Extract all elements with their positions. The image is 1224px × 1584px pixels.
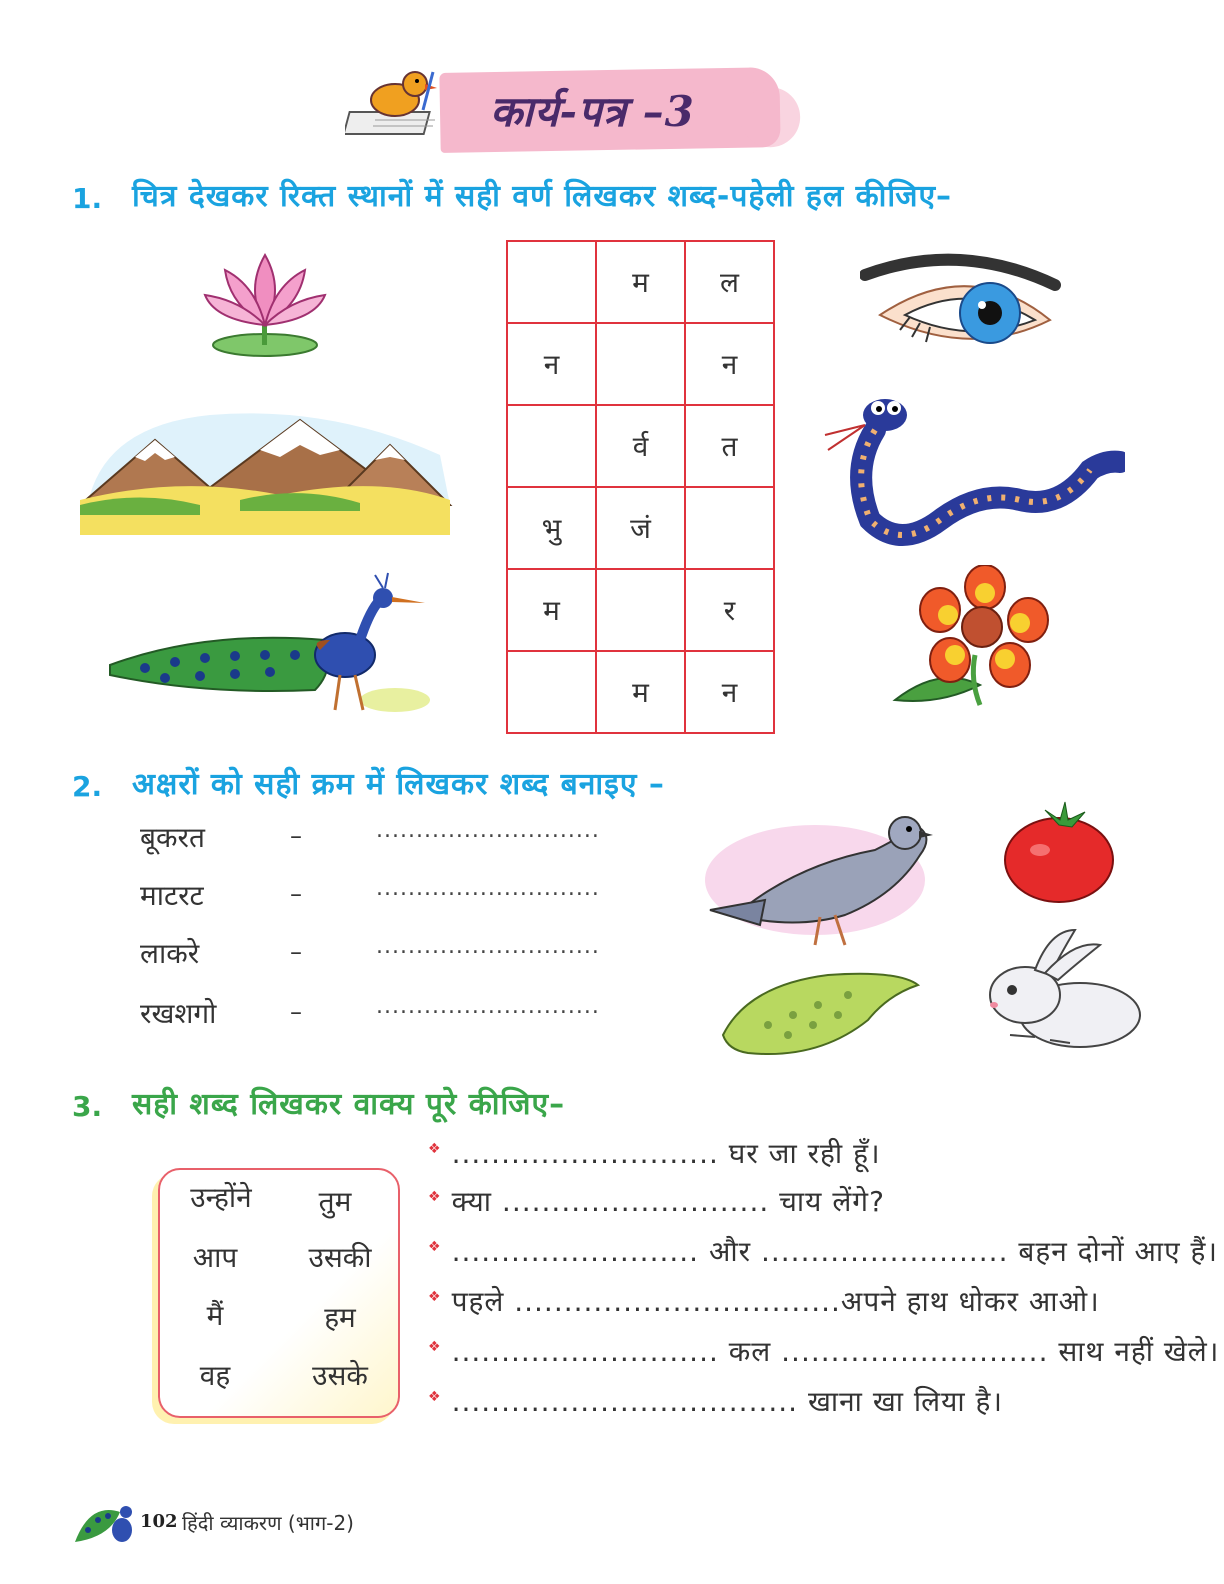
jumbled-word: रखशगो bbox=[140, 997, 217, 1030]
grid-cell: र्व bbox=[596, 405, 685, 487]
jumbled-word: माटरट bbox=[140, 879, 204, 912]
bullet-icon: ❖ bbox=[428, 1238, 442, 1255]
sentence[interactable]: ❖ ......................... और ......................... बहन दोनों आए हैं। bbox=[428, 1235, 1218, 1268]
sentence[interactable]: ❖ ........................... घर जा रही हूँ। bbox=[428, 1137, 881, 1170]
dash: – bbox=[290, 822, 302, 850]
snake-icon bbox=[820, 390, 1125, 550]
eye-icon bbox=[860, 245, 1070, 360]
bitter-gourd-icon bbox=[718, 965, 923, 1057]
mountains-icon bbox=[80, 405, 455, 535]
jumbled-word: बूकरत bbox=[140, 821, 205, 854]
page-title: कार्य-पत्र –3 bbox=[490, 87, 695, 136]
grid-cell: भु bbox=[507, 487, 596, 569]
q3-text: सही शब्द लिखकर वाक्य पूरे कीजिए– bbox=[132, 1087, 566, 1122]
word-bank bbox=[158, 1168, 400, 1418]
peacock-icon bbox=[105, 570, 435, 720]
answer-blank[interactable]: ............................ bbox=[376, 934, 600, 959]
bullet-icon: ❖ bbox=[428, 1140, 442, 1157]
bird-writing-icon bbox=[345, 62, 455, 142]
sentence[interactable]: ❖ पहले .................................अपने हाथ धोकर आओ। bbox=[428, 1285, 1100, 1318]
word-option[interactable]: मैं bbox=[206, 1299, 224, 1332]
grid-cell: म bbox=[596, 241, 685, 323]
word-option[interactable]: वह bbox=[199, 1359, 231, 1392]
bullet-icon: ❖ bbox=[428, 1388, 442, 1405]
grid-cell: ल bbox=[685, 241, 774, 323]
word-option[interactable]: उन्होंने bbox=[190, 1181, 252, 1214]
lotus-icon bbox=[200, 245, 340, 360]
q2-text: अक्षरों को सही क्रम में लिखकर शब्द बनाइए – bbox=[132, 767, 665, 802]
grid-cell[interactable] bbox=[596, 323, 685, 405]
pigeon-icon bbox=[705, 805, 935, 950]
grid-cell[interactable] bbox=[685, 487, 774, 569]
grid-cell[interactable] bbox=[507, 405, 596, 487]
word-option[interactable]: तुम bbox=[318, 1185, 352, 1218]
sentence[interactable]: ❖ क्या ........................... चाय लेंगे? bbox=[428, 1185, 885, 1218]
grid-cell[interactable] bbox=[507, 651, 596, 733]
word-option[interactable]: आप bbox=[192, 1241, 238, 1274]
grid-cell: जं bbox=[596, 487, 685, 569]
peacock-footer-icon bbox=[70, 1492, 140, 1552]
bullet-icon: ❖ bbox=[428, 1188, 442, 1205]
book-title: हिंदी व्याकरण (भाग-2) bbox=[182, 1511, 354, 1535]
grid-cell: न bbox=[507, 323, 596, 405]
grid-cell: न bbox=[685, 651, 774, 733]
grid-cell[interactable] bbox=[507, 241, 596, 323]
grid-cell: म bbox=[507, 569, 596, 651]
dash: – bbox=[290, 938, 302, 966]
grid-cell: र bbox=[685, 569, 774, 651]
sentence[interactable]: ❖ ................................... खाना खा लिया है। bbox=[428, 1385, 1003, 1418]
word-option[interactable]: उसके bbox=[312, 1359, 368, 1392]
dash: – bbox=[290, 998, 302, 1026]
grid-cell: त bbox=[685, 405, 774, 487]
grid-cell[interactable] bbox=[596, 569, 685, 651]
answer-blank[interactable]: ............................ bbox=[376, 994, 600, 1019]
answer-blank[interactable]: ............................ bbox=[376, 876, 600, 901]
grid-cell: न bbox=[685, 323, 774, 405]
word-puzzle-grid bbox=[506, 240, 775, 734]
jumbled-word: लाकरे bbox=[140, 937, 200, 970]
page-number: 102 bbox=[140, 1511, 178, 1532]
grid-cell: म bbox=[596, 651, 685, 733]
q2-number: 2. bbox=[72, 770, 103, 803]
q1-number: 1. bbox=[72, 182, 103, 215]
flower-icon bbox=[890, 565, 1050, 710]
rabbit-icon bbox=[980, 925, 1145, 1055]
tomato-icon bbox=[1000, 800, 1118, 905]
answer-blank[interactable]: ............................ bbox=[376, 818, 600, 843]
word-option[interactable]: उसकी bbox=[308, 1241, 372, 1274]
bullet-icon: ❖ bbox=[428, 1338, 442, 1355]
word-option[interactable]: हम bbox=[324, 1301, 356, 1334]
dash: – bbox=[290, 880, 302, 908]
sentence[interactable]: ❖ ........................... कल ........................... साथ नहीं खेले। bbox=[428, 1335, 1220, 1368]
q3-number: 3. bbox=[72, 1090, 103, 1123]
q1-text: चित्र देखकर रिक्त स्थानों में सही वर्ण लिखकर शब्द-पहेली हल कीजिए– bbox=[132, 179, 953, 214]
bullet-icon: ❖ bbox=[428, 1288, 442, 1305]
